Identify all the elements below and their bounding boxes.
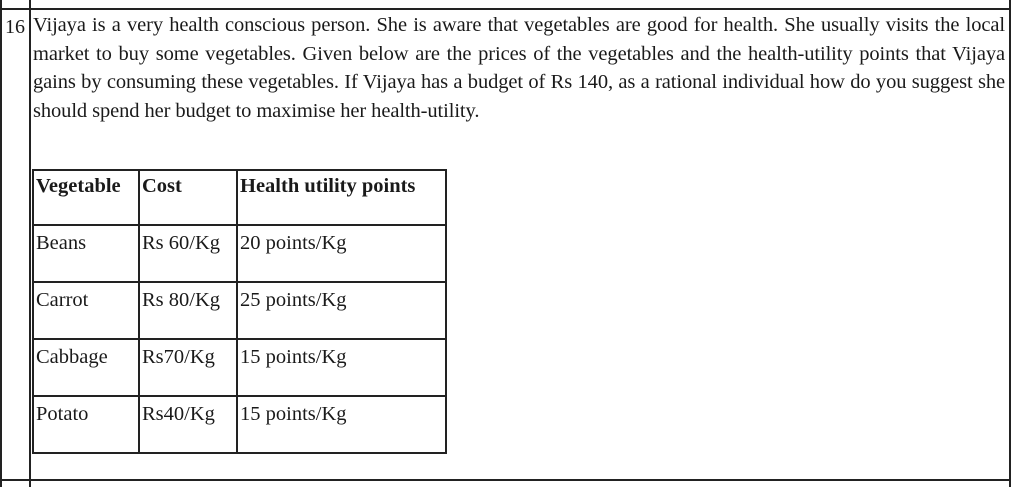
top-rule: [0, 8, 1011, 10]
bottom-rule: [0, 479, 1011, 481]
left-border: [0, 0, 2, 487]
table-row: [33, 339, 446, 396]
cell-cost: Rs70/Kg: [139, 339, 237, 396]
question-number: 16: [5, 16, 25, 38]
table-row: [33, 225, 446, 282]
cell-points: 15 points/Kg: [237, 396, 446, 453]
cell-cost: Rs 60/Kg: [139, 225, 237, 282]
header-health-utility-points: Health utility points: [237, 170, 446, 225]
cell-vegetable: Beans: [33, 225, 139, 282]
cell-points: 25 points/Kg: [237, 282, 446, 339]
cell-points: 20 points/Kg: [237, 225, 446, 282]
number-column-border: [29, 0, 31, 487]
right-border: [1009, 0, 1011, 487]
cell-cost: Rs 80/Kg: [139, 282, 237, 339]
vegetable-table: [32, 169, 447, 454]
table-row: [33, 282, 446, 339]
table-row: [33, 396, 446, 453]
cell-vegetable: Cabbage: [33, 339, 139, 396]
table-header-row: [33, 170, 446, 225]
cell-vegetable: Potato: [33, 396, 139, 453]
question-text: Vijaya is a very health conscious person. She is aware that vegetables are good for health. She usually visits the local market to buy some vegetables. Given below are the prices of the vegetables and the health-utility points that Vijaya gains by consuming these vegetables. If Vijaya has a budget of Rs 140, as a rational individual how do you suggest she should spend her budget to maximise her health-utility.: [33, 14, 1005, 122]
cell-vegetable: Carrot: [33, 282, 139, 339]
header-cost: Cost: [139, 170, 237, 225]
header-vegetable: Vegetable: [33, 170, 139, 225]
cell-cost: Rs40/Kg: [139, 396, 237, 453]
cell-points: 15 points/Kg: [237, 339, 446, 396]
